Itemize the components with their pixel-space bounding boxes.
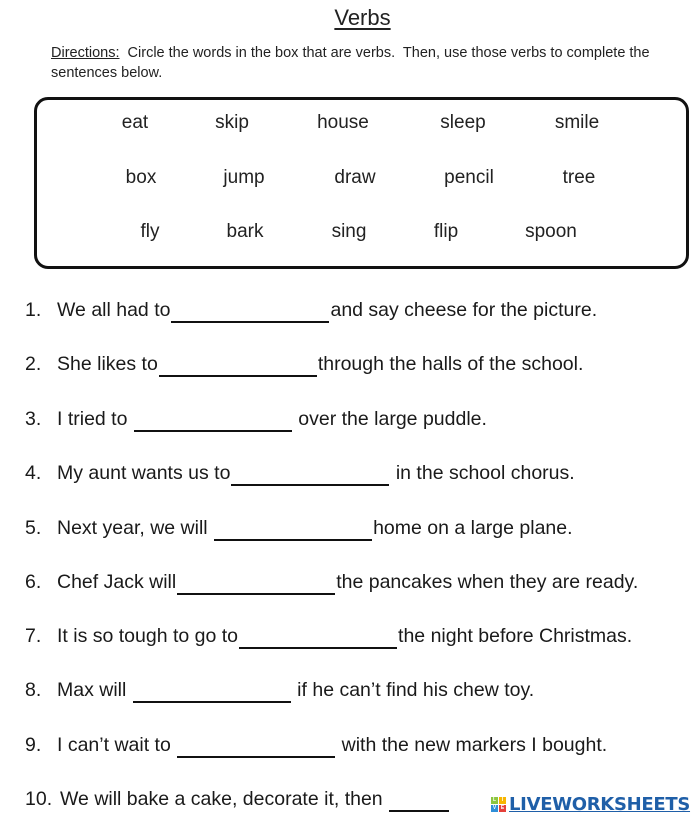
answer-blank[interactable] (134, 408, 292, 432)
word-option[interactable]: sleep (440, 112, 486, 133)
sentence-text-before: It is so tough to go to (57, 625, 239, 647)
sentence-text-after: in the school chorus. (390, 462, 575, 484)
sentence-number: 7. (25, 625, 42, 647)
worksheet-title: Verbs (334, 5, 391, 30)
sentence-row (0, 517, 700, 547)
sentence-number: 3. (25, 408, 42, 430)
sentence-number: 1. (25, 299, 42, 321)
sentence-body (60, 788, 450, 812)
word-option[interactable]: draw (334, 167, 376, 188)
sentence-body (57, 571, 638, 595)
logo-tile: V (492, 804, 497, 811)
sentence-body (57, 299, 597, 323)
answer-blank[interactable] (159, 353, 317, 377)
sentence-body (57, 408, 487, 432)
word-option[interactable]: skip (215, 112, 249, 133)
word-option[interactable]: house (317, 112, 369, 133)
word-option[interactable]: box (125, 167, 157, 188)
liveworksheets-watermark (489, 793, 690, 815)
liveworksheets-logo-icon (491, 797, 506, 812)
sentence-text-after: home on a large plane. (373, 517, 573, 539)
word-option[interactable]: tree (562, 167, 596, 188)
sentence-number: 6. (25, 571, 42, 593)
sentence-text-before: I tried to (57, 408, 133, 430)
sentence-text-after: if he can’t find his chew toy. (291, 679, 535, 701)
sentence-text-after: the pancakes when they are ready. (336, 571, 639, 593)
answer-blank[interactable] (214, 517, 372, 541)
word-option[interactable]: jump (223, 167, 265, 188)
sentence-text-before: I can’t wait to (57, 734, 177, 756)
sentence-row (0, 625, 700, 655)
word-option[interactable]: bark (226, 221, 264, 242)
logo-tile: I (499, 797, 506, 804)
directions-label: Directions: (51, 45, 120, 61)
word-option[interactable]: eat (121, 112, 149, 133)
sentence-number: 10. (25, 788, 53, 810)
word-option[interactable]: spoon (525, 221, 577, 242)
directions (51, 43, 691, 83)
answer-blank[interactable] (133, 679, 291, 703)
sentence-row (0, 734, 700, 764)
watermark-text: LIVEWORKSHEETS (509, 793, 691, 815)
sentence-body (57, 734, 607, 758)
logo-tile: E (500, 804, 505, 811)
sentence-text-after: with the new markers I bought. (336, 734, 608, 756)
sentence-text-after: through the halls of the school. (317, 353, 584, 375)
sentence-text-before: We all had to (57, 299, 171, 321)
sentence-body (57, 679, 534, 703)
sentence-text-before: Chef Jack will (57, 571, 177, 593)
sentence-number: 5. (25, 517, 42, 539)
sentence-text-after: over the large puddle. (292, 408, 487, 430)
sentence-text-before: She likes to (57, 353, 158, 375)
sentence-text-before: Next year, we will (57, 517, 214, 539)
directions-text: Circle the words in the box that are verbs. Then, use those verbs to complete the sentences below. (51, 45, 654, 81)
answer-blank[interactable] (177, 734, 335, 758)
sentence-text-before: We will bake a cake, decorate it, then (60, 788, 389, 810)
word-option[interactable]: pencil (444, 167, 494, 188)
answer-blank[interactable] (177, 571, 335, 595)
sentence-text-after: and say cheese for the picture. (330, 299, 598, 321)
word-option[interactable]: sing (331, 221, 367, 242)
sentence-row (0, 299, 700, 329)
answer-blank[interactable] (389, 788, 449, 812)
sentence-row (0, 679, 700, 709)
word-option[interactable]: flip (433, 221, 459, 242)
sentence-number: 9. (25, 734, 42, 756)
sentence-text-before: Max will (57, 679, 132, 701)
sentence-row (0, 408, 700, 438)
word-option[interactable]: fly (140, 221, 160, 242)
sentence-number: 2. (25, 353, 42, 375)
sentence-body (57, 517, 573, 541)
answer-blank[interactable] (239, 625, 397, 649)
sentence-number: 8. (25, 679, 42, 701)
sentence-body (57, 353, 583, 377)
sentence-body (57, 625, 632, 649)
sentence-text-after: the night before Christmas. (398, 625, 633, 647)
answer-blank[interactable] (231, 462, 389, 486)
sentence-text-before: My aunt wants us to (57, 462, 231, 484)
word-option[interactable]: smile (554, 112, 600, 133)
sentence-number: 4. (25, 462, 42, 484)
logo-tile: L (492, 796, 497, 803)
sentence-row (0, 571, 700, 601)
sentence-row (0, 462, 700, 492)
sentence-body (57, 462, 575, 486)
sentence-row (0, 353, 700, 383)
answer-blank[interactable] (171, 299, 329, 323)
